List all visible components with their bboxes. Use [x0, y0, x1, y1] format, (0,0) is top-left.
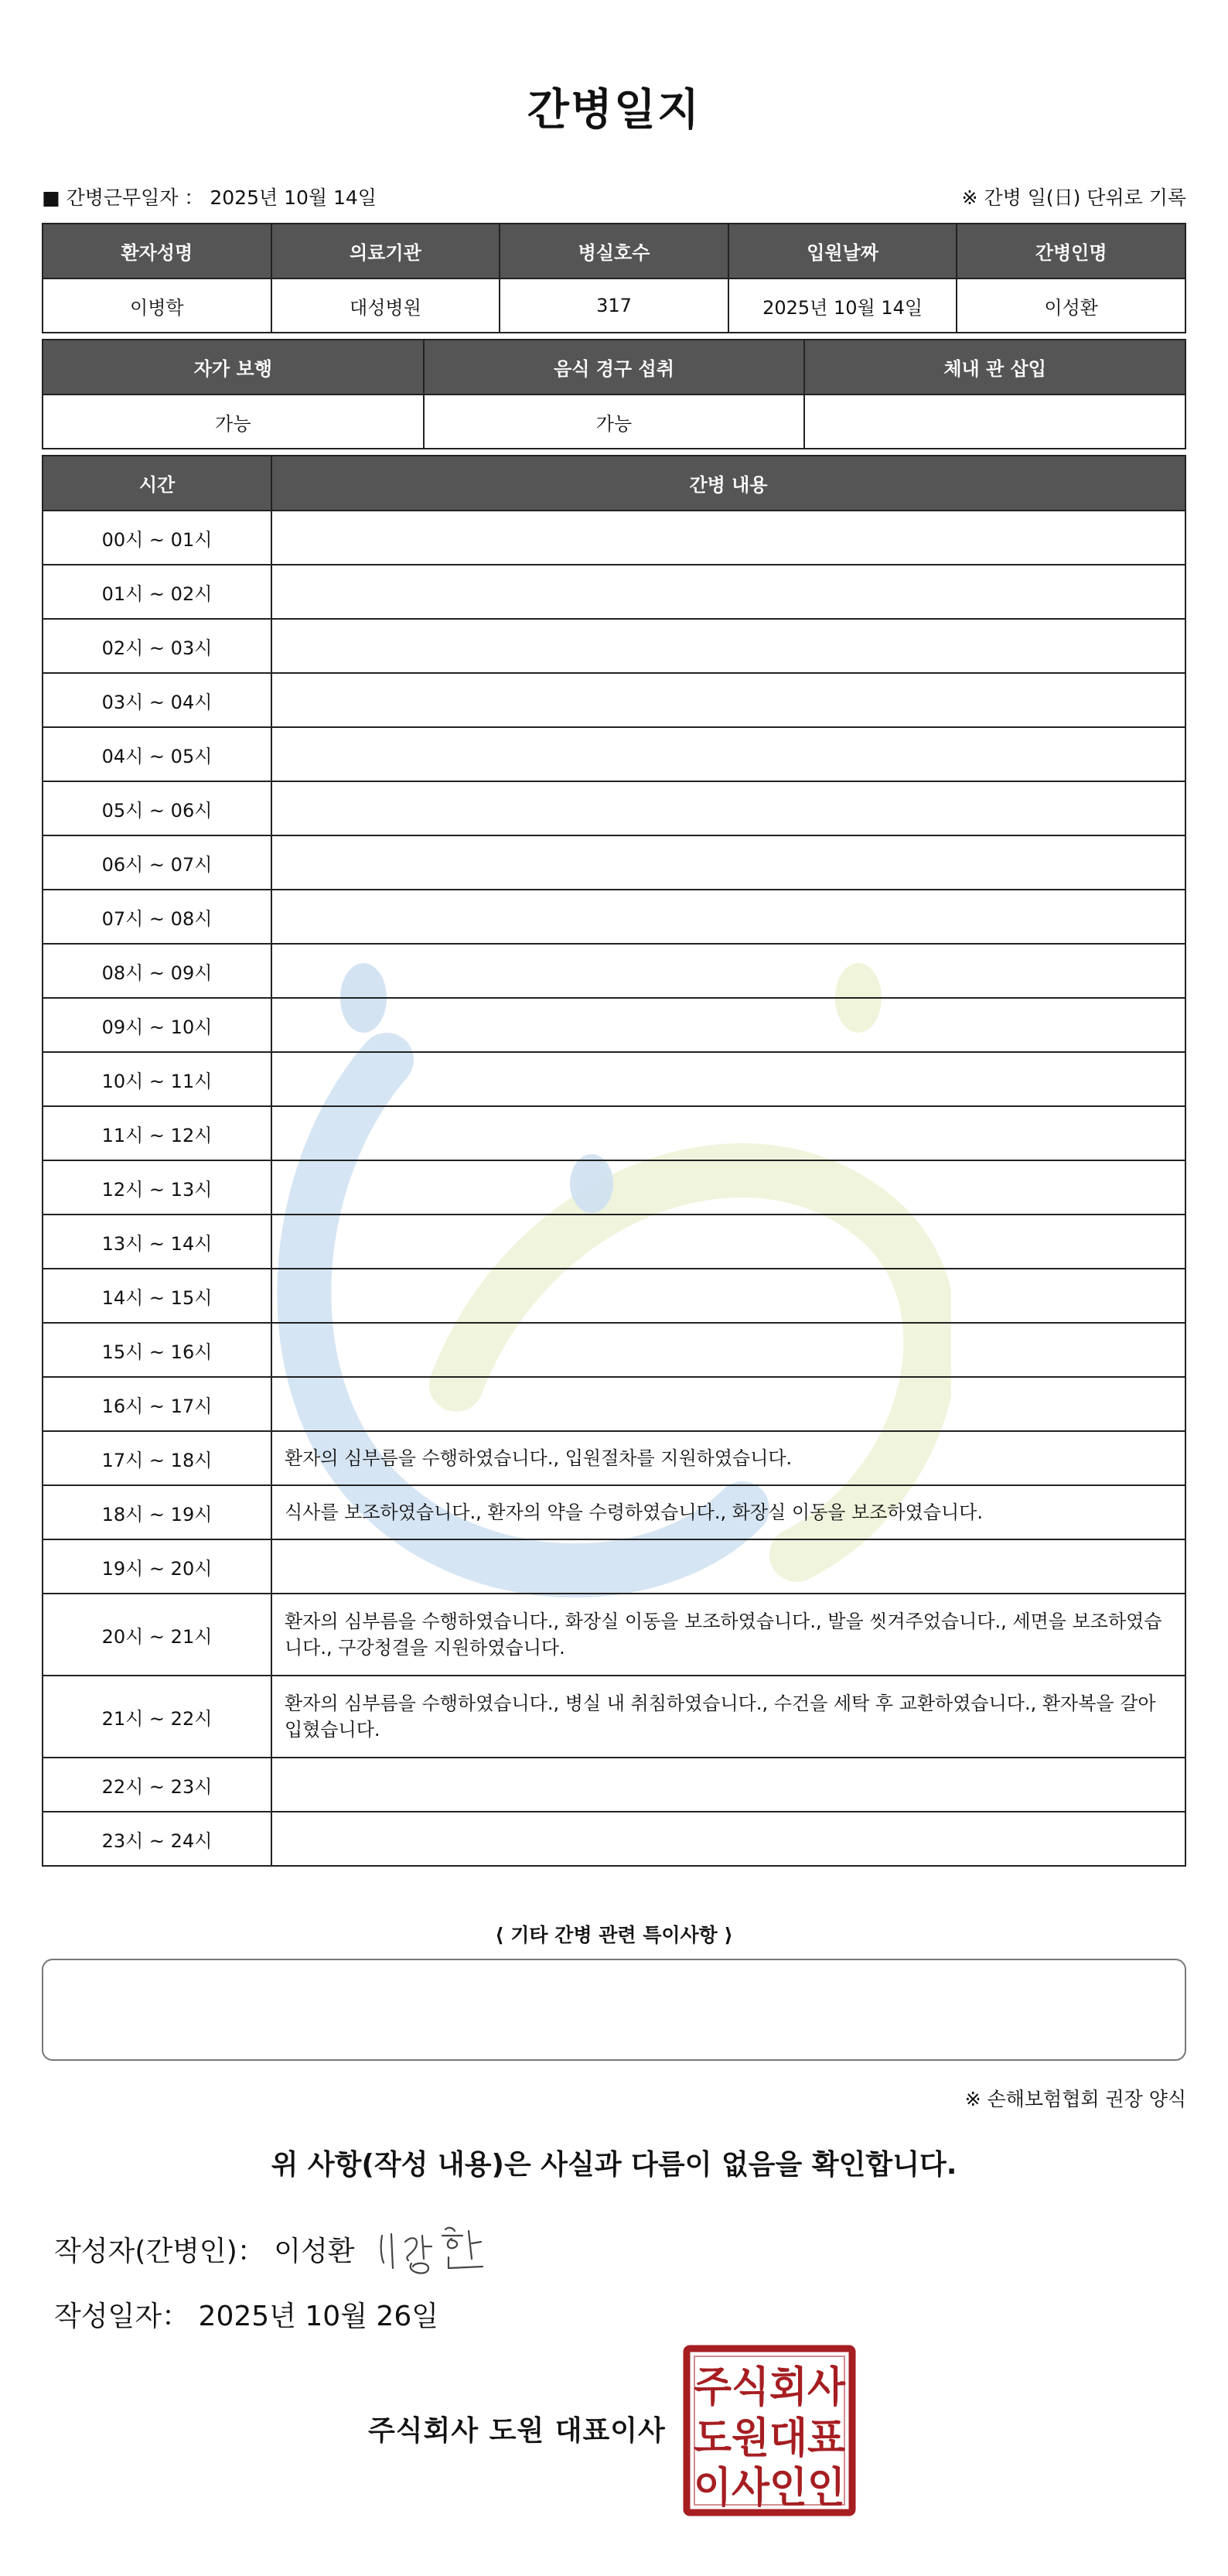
insurance-note: ※ 손해보험협회 권장 양식 — [964, 2088, 1186, 2110]
work-date: ■ 간병근무일자 ： 2025년 10월 14일 — [42, 186, 377, 209]
log-content — [271, 835, 1185, 890]
log-content — [271, 1160, 1185, 1215]
log-row — [43, 1215, 1185, 1269]
log-time: 02시 ~ 03시 — [43, 619, 271, 673]
company-seal-stamp — [682, 2344, 857, 2517]
handwritten-signature — [374, 2212, 506, 2282]
log-content — [271, 890, 1185, 944]
log-row — [43, 890, 1185, 944]
log-content — [271, 1539, 1185, 1594]
log-content — [271, 511, 1185, 565]
caregiver-name-value: 이성환 — [957, 278, 1185, 333]
log-time: 10시 ~ 11시 — [43, 1052, 271, 1106]
notes-box — [42, 1959, 1186, 2061]
svg-text:이사인인: 이사인인 — [694, 2463, 845, 2512]
log-row — [43, 1160, 1185, 1215]
log-time: 00시 ~ 01시 — [43, 511, 271, 565]
page-title: 간병일지 — [527, 85, 701, 135]
log-time: 01시 ~ 02시 — [43, 565, 271, 619]
care-log-table — [42, 455, 1186, 1867]
log-content — [271, 1052, 1185, 1106]
log-row — [43, 1377, 1185, 1431]
admission-date-value: 2025년 10월 14일 — [728, 278, 957, 333]
svg-text:도원대표: 도원대표 — [694, 2414, 845, 2462]
log-content: 환자의 심부름을 수행하였습니다., 입원절차를 지원하였습니다. — [271, 1431, 1185, 1485]
log-content — [271, 1812, 1185, 1866]
header-caregiver-name: 간병인명 — [957, 224, 1185, 278]
log-time: 07시 ~ 08시 — [43, 890, 271, 944]
log-row — [43, 565, 1185, 619]
log-time: 11시 ~ 12시 — [43, 1106, 271, 1160]
log-time: 06시 ~ 07시 — [43, 835, 271, 890]
log-row — [43, 1594, 1185, 1676]
log-row — [43, 619, 1185, 673]
log-time: 09시 ~ 10시 — [43, 998, 271, 1052]
log-time: 19시 ~ 20시 — [43, 1539, 271, 1594]
log-content — [271, 565, 1185, 619]
log-row — [43, 781, 1185, 835]
log-content — [271, 998, 1185, 1052]
log-content — [271, 944, 1185, 998]
log-time: 20시 ~ 21시 — [43, 1594, 271, 1676]
header-room-number: 병실호수 — [500, 224, 728, 278]
log-row — [43, 511, 1185, 565]
written-date: 작성일자： 2025년 10월 26일 — [54, 2301, 438, 2332]
patient-name-value: 이병학 — [43, 278, 271, 333]
log-row — [43, 835, 1185, 890]
self-walking-value: 가능 — [43, 395, 424, 449]
log-row — [43, 1323, 1185, 1377]
header-time: 시간 — [43, 456, 271, 511]
log-content — [271, 1106, 1185, 1160]
log-row — [43, 1052, 1185, 1106]
log-time: 08시 ~ 09시 — [43, 944, 271, 998]
log-time: 22시 ~ 23시 — [43, 1758, 271, 1812]
header-patient-name: 환자성명 — [43, 224, 271, 278]
room-number-value: 317 — [500, 278, 728, 333]
log-time: 18시 ~ 19시 — [43, 1485, 271, 1539]
unit-note: ※ 간병 일(日) 단위로 기록 — [961, 186, 1186, 209]
log-content — [271, 781, 1185, 835]
log-row — [43, 1539, 1185, 1594]
log-time: 04시 ~ 05시 — [43, 727, 271, 781]
writer-line: 작성자(간병인)： 이성환 — [54, 2236, 355, 2267]
log-content — [271, 673, 1185, 727]
confirmation-statement: 위 사항(작성 내용)은 사실과 다름이 없음을 확인합니다. — [271, 2149, 957, 2181]
log-content — [271, 619, 1185, 673]
log-content — [271, 1269, 1185, 1323]
log-time: 13시 ~ 14시 — [43, 1215, 271, 1269]
log-time: 05시 ~ 06시 — [43, 781, 271, 835]
header-hospital: 의료기관 — [271, 224, 500, 278]
log-content: 환자의 심부름을 수행하였습니다., 화장실 이동을 보조하였습니다., 발을 씻겨주었습니다., 세면을 보조하였습니다., 구강청결을 지원하였습니다. — [271, 1594, 1185, 1676]
log-row — [43, 727, 1185, 781]
log-time: 03시 ~ 04시 — [43, 673, 271, 727]
header-care-content: 간병 내용 — [271, 456, 1185, 511]
log-row — [43, 1758, 1185, 1812]
log-content — [271, 1758, 1185, 1812]
header-oral-intake: 음식 경구 섭취 — [424, 340, 805, 395]
company-signatory: 주식회사 도원 대표이사 — [368, 2415, 666, 2447]
patient-status-table — [42, 339, 1186, 449]
log-content — [271, 1377, 1185, 1431]
log-row — [43, 1431, 1185, 1485]
log-row — [43, 944, 1185, 998]
log-row — [43, 1269, 1185, 1323]
log-row — [43, 998, 1185, 1052]
notes-title: ⟨ 기타 간병 관련 특이사항 ⟩ — [495, 1924, 733, 1946]
log-time: 12시 ~ 13시 — [43, 1160, 271, 1215]
header-self-walking: 자가 보행 — [43, 340, 424, 395]
log-row — [43, 1106, 1185, 1160]
log-time: 14시 ~ 15시 — [43, 1269, 271, 1323]
log-content — [271, 1323, 1185, 1377]
log-content: 식사를 보조하였습니다., 환자의 약을 수령하였습니다., 화장실 이동을 보조하였습니다. — [271, 1485, 1185, 1539]
log-time: 23시 ~ 24시 — [43, 1812, 271, 1866]
log-time: 16시 ~ 17시 — [43, 1377, 271, 1431]
log-row — [43, 1812, 1185, 1866]
log-row — [43, 673, 1185, 727]
log-content — [271, 727, 1185, 781]
header-tube-insertion: 체내 관 삽입 — [804, 340, 1185, 395]
tube-insertion-value — [804, 395, 1185, 449]
log-time: 21시 ~ 22시 — [43, 1676, 271, 1758]
log-content — [271, 1215, 1185, 1269]
log-time: 15시 ~ 16시 — [43, 1323, 271, 1377]
header-admission-date: 입원날짜 — [728, 224, 957, 278]
log-row — [43, 1676, 1185, 1758]
log-time: 17시 ~ 18시 — [43, 1431, 271, 1485]
patient-info-table — [42, 223, 1186, 333]
oral-intake-value: 가능 — [424, 395, 805, 449]
log-row — [43, 1485, 1185, 1539]
log-content: 환자의 심부름을 수행하였습니다., 병실 내 취침하였습니다., 수건을 세탁 후 교환하였습니다., 환자복을 갈아입혔습니다. — [271, 1676, 1185, 1758]
svg-text:주식회사: 주식회사 — [694, 2362, 846, 2411]
hospital-value: 대성병원 — [271, 278, 500, 333]
